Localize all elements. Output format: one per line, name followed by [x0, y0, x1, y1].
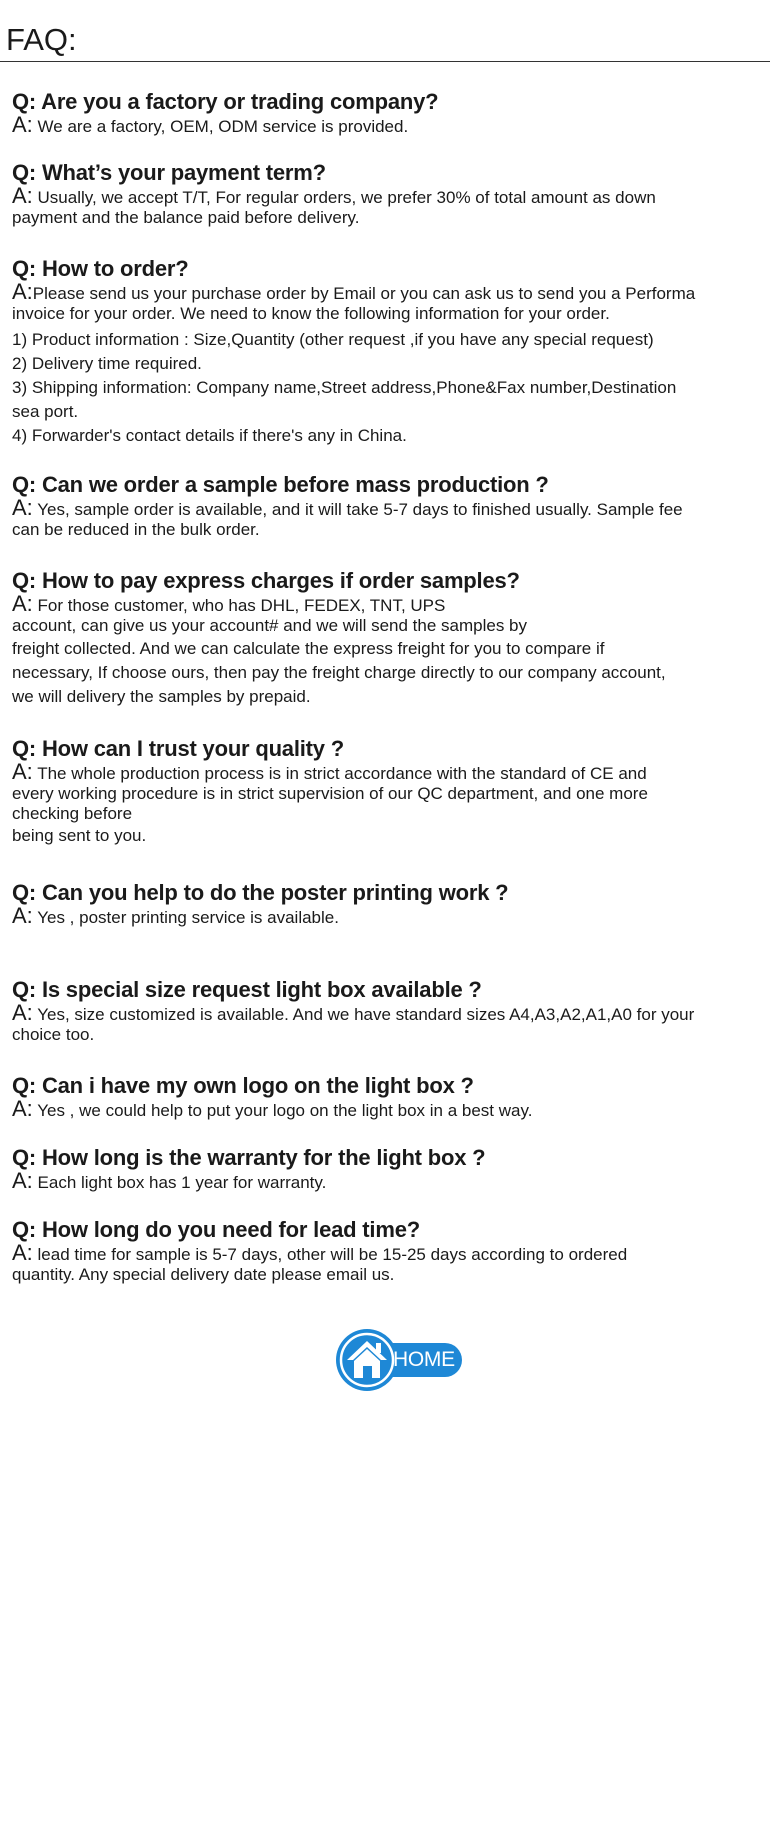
faq-answer: [12, 1000, 764, 1045]
faq-item: [12, 977, 764, 1045]
faq-answer: [12, 1168, 764, 1193]
faq-question: Q: How to pay express charges if order samples?: [12, 568, 520, 593]
answer-line: Yes, size customized is available. And we have standard sizes A4,A3,A2,A1,A0 for your: [37, 1005, 695, 1024]
list-item: 2) Delivery time required.: [12, 354, 202, 373]
answer-line: Please send us your purchase order by Email or you can ask us to send you a Performa: [32, 284, 696, 303]
answer-line: Usually, we accept T/T, For regular orders, we prefer 30% of total amount as down: [37, 188, 656, 207]
answer-prefix: A:: [12, 1240, 33, 1265]
answer-line: quantity. Any special delivery date please email us.: [12, 1265, 395, 1284]
answer-prefix: A:: [12, 591, 33, 616]
faq-question: Q: How can I trust your quality ?: [12, 736, 344, 761]
faq-question: Q: How long is the warranty for the light box ?: [12, 1145, 486, 1170]
faq-item: [12, 880, 764, 928]
faq-item: [12, 472, 764, 540]
answer-continuation: [12, 824, 764, 848]
answer-prefix: A:: [12, 1000, 33, 1025]
faq-question: Q: Can we order a sample before mass production ?: [12, 472, 549, 497]
faq-answer: [12, 183, 764, 228]
faq-question: Q: How long do you need for lead time?: [12, 1217, 420, 1242]
faq-item: [12, 89, 764, 137]
answer-line: Yes , poster printing service is available.: [37, 908, 339, 927]
faq-answer: [12, 495, 764, 540]
list-item: 1) Product information : Size,Quantity (other request ,if you have any special request): [12, 330, 654, 349]
answer-line: we will delivery the samples by prepaid.: [12, 687, 311, 706]
answer-continuation: [12, 637, 764, 709]
list-item: 3) Shipping information: Company name,Street address,Phone&Fax number,Destination: [12, 378, 677, 397]
list-item: sea port.: [12, 402, 79, 421]
order-info-list: [12, 328, 764, 448]
answer-prefix: A:: [12, 279, 33, 304]
page-title: FAQ:: [6, 22, 77, 57]
answer-line: Yes , we could help to put your logo on the light box in a best way.: [37, 1101, 533, 1120]
faq-item: [12, 1073, 764, 1121]
answer-prefix: A:: [12, 903, 33, 928]
faq-answer: [12, 112, 764, 137]
faq-question: Q: Can you help to do the poster printing work ?: [12, 880, 509, 905]
faq-answer: [12, 903, 764, 928]
faq-answer: [12, 279, 764, 324]
home-button-label: HOME: [393, 1348, 455, 1371]
answer-line: can be reduced in the bulk order.: [12, 520, 260, 539]
faq-question: Q: Is special size request light box available ?: [12, 977, 482, 1002]
answer-line: choice too.: [12, 1025, 95, 1044]
answer-prefix: A:: [12, 112, 33, 137]
answer-line: We are a factory, OEM, ODM service is provided.: [37, 117, 409, 136]
answer-line: every working procedure is in strict supervision of our QC department, and one more: [12, 784, 648, 803]
answer-prefix: A:: [12, 495, 33, 520]
answer-line: lead time for sample is 5-7 days, other will be 15-25 days according to ordered: [37, 1245, 628, 1264]
faq-question: Q: Can i have my own logo on the light box ?: [12, 1073, 474, 1098]
home-button[interactable]: [336, 1328, 464, 1392]
answer-line: Yes, sample order is available, and it will take 5-7 days to finished usually. Sample fee: [37, 500, 683, 519]
faq-item: [12, 736, 764, 848]
answer-line: necessary, If choose ours, then pay the freight charge directly to our company account,: [12, 663, 666, 682]
faq-question: Q: Are you a factory or trading company?: [12, 89, 439, 114]
title-divider: [0, 61, 770, 62]
list-item: 4) Forwarder's contact details if there's any in China.: [12, 426, 407, 445]
faq-answer: [12, 1096, 764, 1121]
faq-question: Q: What’s your payment term?: [12, 160, 326, 185]
answer-line: The whole production process is in strict accordance with the standard of CE and: [37, 764, 647, 783]
faq-item: [12, 256, 764, 448]
answer-line: invoice for your order. We need to know the following information for your order.: [12, 304, 610, 323]
answer-line: Each light box has 1 year for warranty.: [37, 1173, 327, 1192]
faq-item: [12, 1145, 764, 1193]
answer-line: payment and the balance paid before delivery.: [12, 208, 360, 227]
faq-question: Q: How to order?: [12, 256, 189, 281]
answer-line: checking before: [12, 804, 133, 823]
faq-answer: [12, 1240, 764, 1285]
answer-line: For those customer, who has DHL, FEDEX, TNT, UPS: [37, 596, 446, 615]
answer-line: freight collected. And we can calculate the express freight for you to compare if: [12, 639, 605, 658]
faq-answer: [12, 591, 764, 636]
answer-line: account, can give us your account# and we will send the samples by: [12, 616, 528, 635]
answer-prefix: A:: [12, 1168, 33, 1193]
answer-prefix: A:: [12, 759, 33, 784]
faq-item: [12, 1217, 764, 1285]
answer-prefix: A:: [12, 183, 33, 208]
faq-item: [12, 160, 764, 228]
answer-prefix: A:: [12, 1096, 33, 1121]
faq-answer: [12, 759, 764, 824]
faq-item: [12, 568, 764, 709]
answer-line: being sent to you.: [12, 826, 147, 845]
